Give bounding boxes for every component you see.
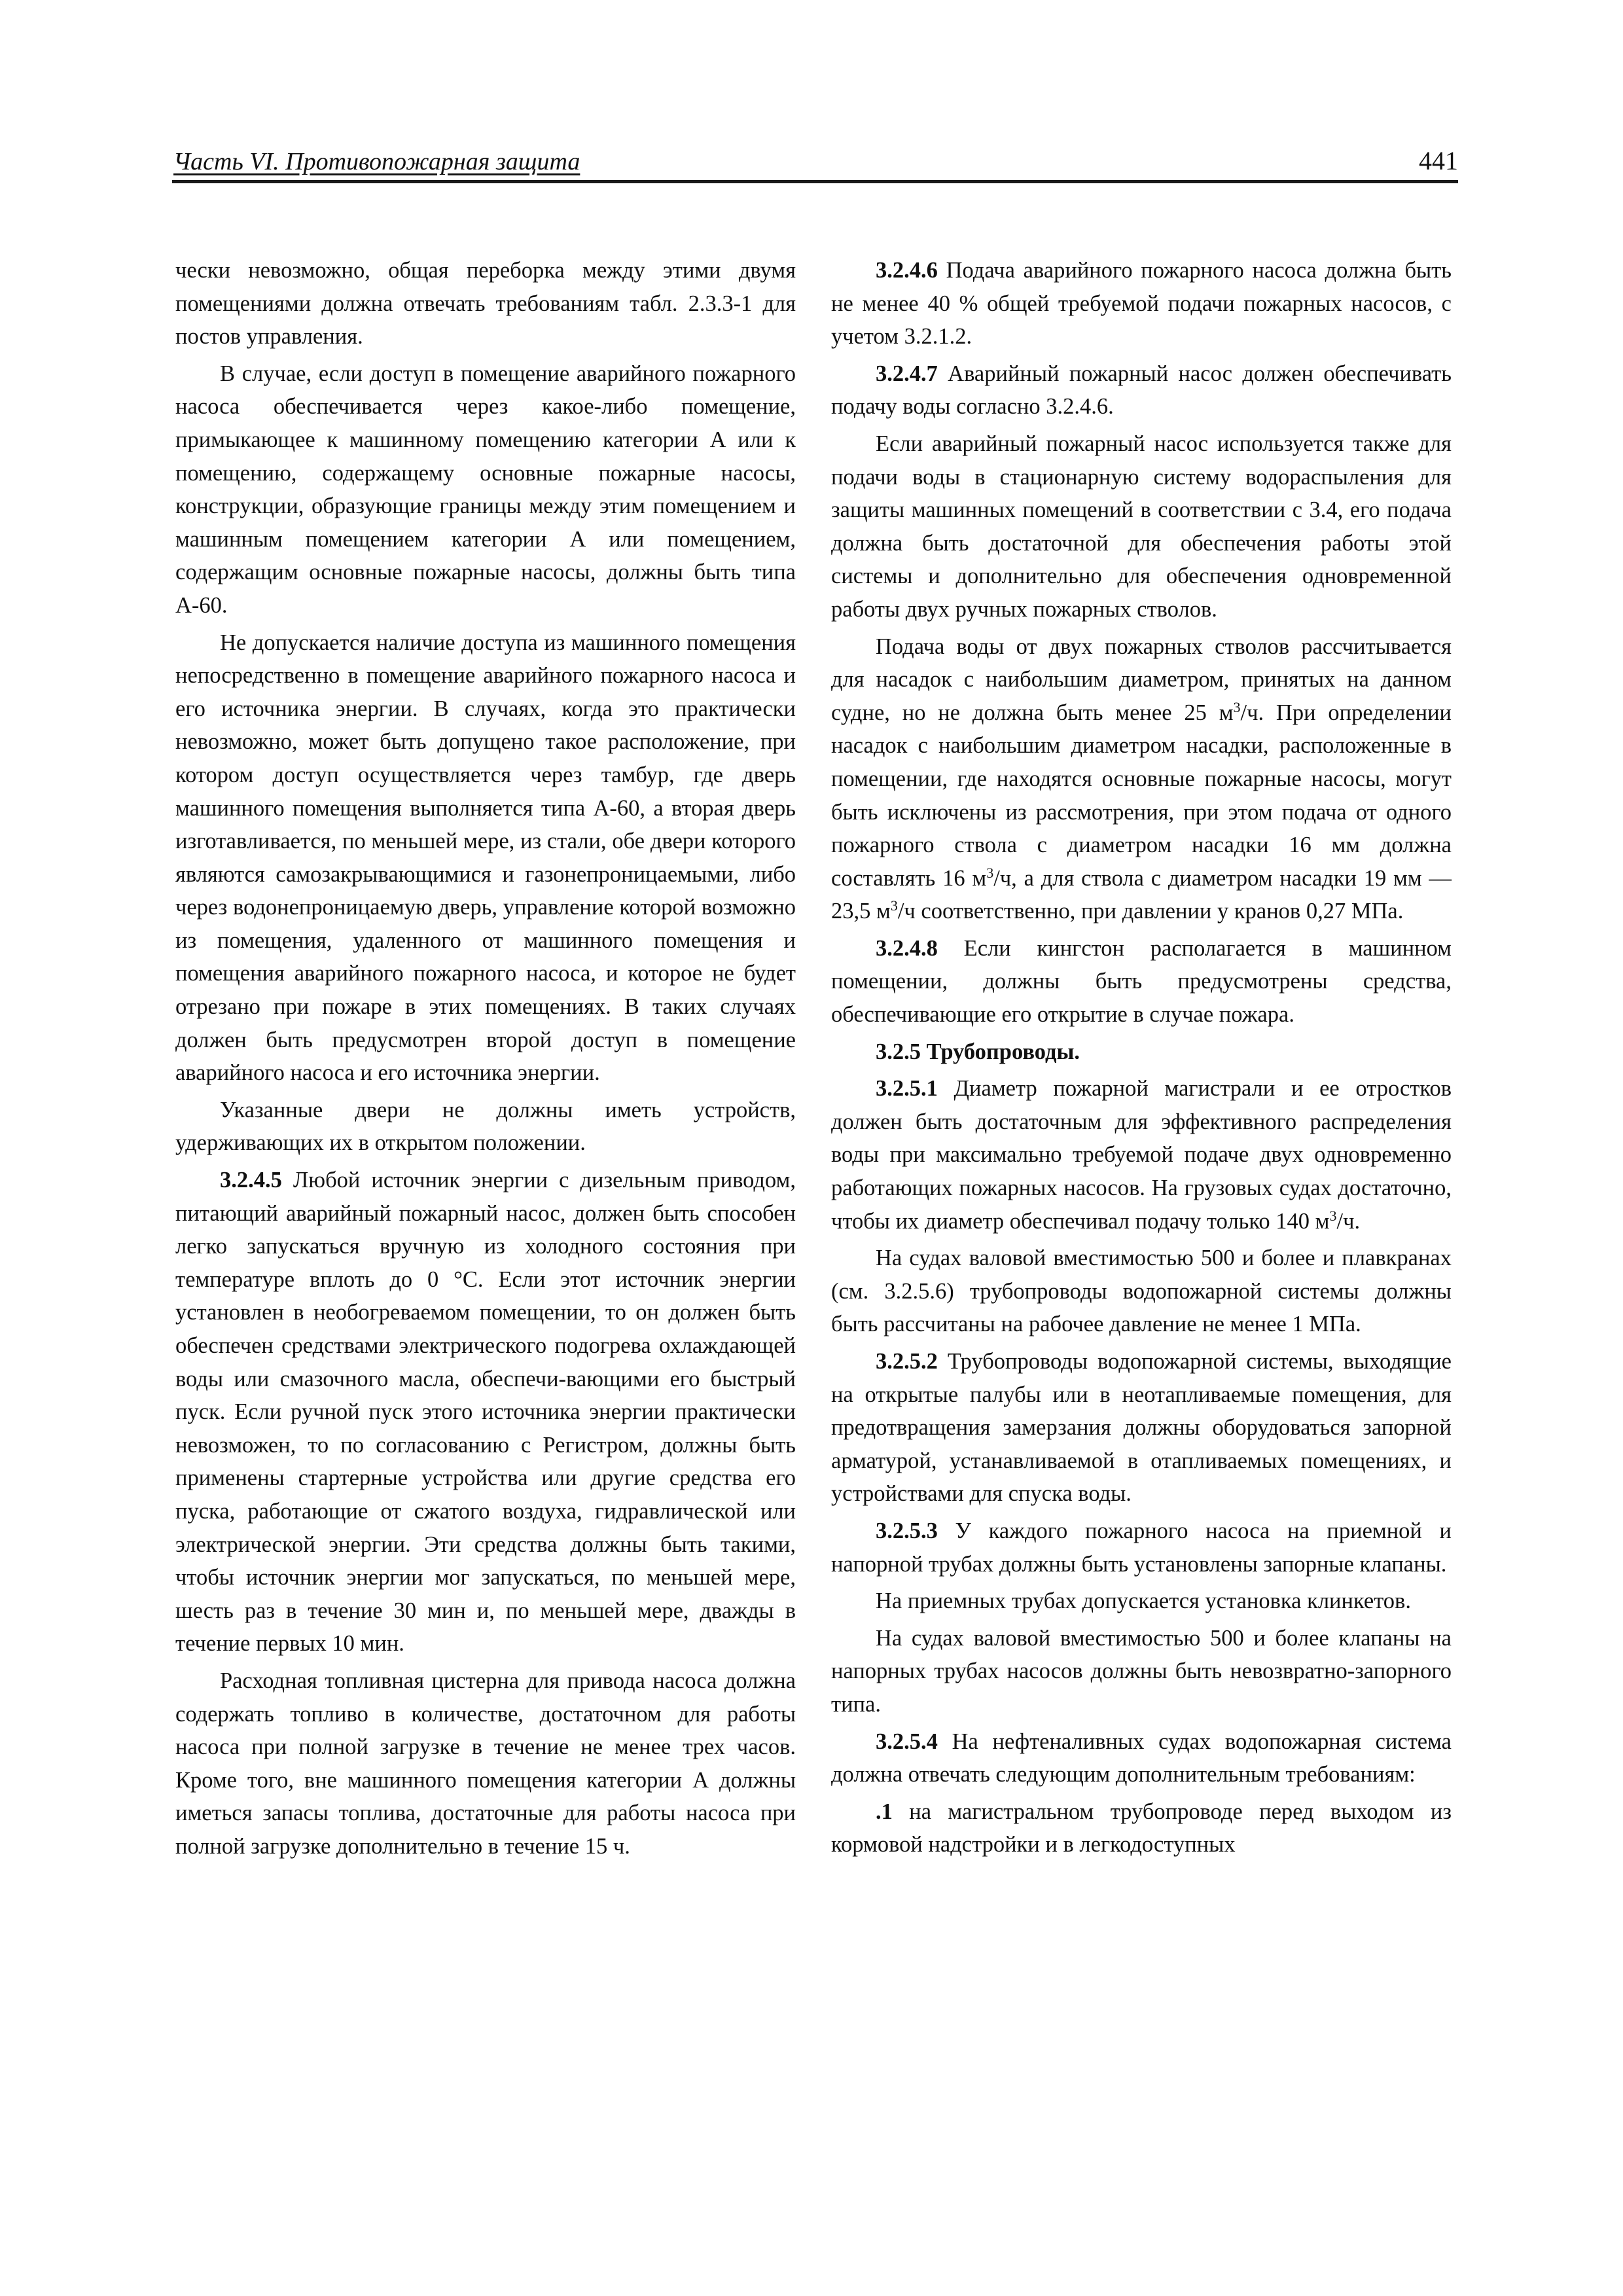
- clause-number: 3.2.5.4: [876, 1729, 938, 1754]
- paragraph: Указанные двери не должны иметь устройств, удерживающих их в открытом положении.: [175, 1097, 796, 1156]
- paragraph-3-2-5-4: 3.2.5.4 На нефтеналивных судах водопожарная система должна отвечать следующим дополнительным требованиям:: [831, 1729, 1452, 1787]
- running-header-title: Часть VI. Противопожарная защита: [173, 148, 580, 175]
- clause-number: 3.2.5.2: [876, 1349, 938, 1374]
- clause-number: 3.2.5.1: [876, 1076, 938, 1102]
- paragraph: чески невозможно, общая переборка между этими двумя помещениями должна отвечать требованиям табл. 2.3.3-1 для постов управления.: [175, 258, 796, 350]
- paragraph-3-2-5-2: 3.2.5.2 Трубопроводы водопожарной системы, выходящие на открытые палубы или в неотапливаемые помещения, для предотвращения замерзания должны оборудоваться запорной арматурой, устанавливаемой в отапливаемых помещениях, и устройствами для спуска воды.: [831, 1349, 1452, 1507]
- clause-number: 3.2.5.3: [876, 1518, 938, 1543]
- paragraph: Не допускается наличие доступа из машинного помещения непосредственно в помещение аварийного пожарного насоса и его источника энергии. В случаях, когда это практически невозможно, может быть допущено такое расположение, при котором доступ осуществляется через тамбур, где дверь машинного помещения выполняется типа А-60, а вторая дверь изготавливается, по меньшей мере, из стали, обе двери которого являются самозакрывающимися и газонепроницаемыми, либо через водонепроницаемую дверь, управление которой возможно из помещения, удаленного от машинного помещения и помещения аварийного пожарного насоса, и которое не будет отрезано при пожаре в этих помещениях. В таких случаях должен быть предусмотрен второй доступ в помещение аварийного насоса и его источника энергии.: [175, 630, 796, 1086]
- section-heading: 3.2.5 Трубопроводы.: [876, 1039, 1080, 1064]
- paragraph: Расходная топливная цистерна для привода насоса должна содержать топливо в количестве, достаточном для работы насоса при полной загрузке в течение не менее трех часов. Кроме того, вне машинного помещения категории А должны иметься запасы топлива, достаточные для работы насоса при полной загрузке дополнительно в течение 15 ч.: [175, 1668, 796, 1859]
- paragraph-3-2-4-5: 3.2.4.5 Любой источник энергии с дизельным приводом, питающий аварийный пожарный насос, должен быть способен легко запускаться вручную из холодного состояния при температуре вплоть до 0 °С. Если этот источник энергии установлен в необогреваемом помещении, то он должен быть обеспечен средствами электрического подогрева охлаждающей воды или смазочного масла, обеспечи-вающими его быстрый пуск. Если ручной пуск этого источника энергии практически невозможен, то по согласованию с Регистром, должны быть применены стартерные устройства или другие средства его пуска, работающие от сжатого воздуха, гидравлической или электрической энергии. Эти средства должны быть такими, чтобы источник энергии мог запускаться, по меньшей мере, шесть раз в течение 30 мин и, по меньшей мере, дважды в течение первых 10 мин.: [175, 1168, 796, 1657]
- left-column: [175, 254, 796, 1867]
- paragraph: На судах валовой вместимостью 500 и более клапаны на напорных трубах насосов должны быть невозвратно-запорного типа.: [831, 1625, 1452, 1717]
- paragraph: На судах валовой вместимостью 500 и более и плавкранах (см. 3.2.5.6) трубопроводы водопожарной системы должны быть рассчитаны на рабочее давление не менее 1 МПа.: [831, 1246, 1452, 1337]
- paragraph-3-2-5-3: 3.2.5.3 У каждого пожарного насоса на приемной и напорной трубах должны быть установлены запорные клапаны.: [831, 1518, 1452, 1577]
- clause-number: 3.2.4.6: [876, 258, 938, 283]
- paragraph-3-2-4-8: 3.2.4.8 Если кингстон располагается в машинном помещении, должны быть предусмотрены средства, обеспечивающие его открытие в случае пожара.: [831, 935, 1452, 1028]
- page-number: 441: [1419, 146, 1458, 175]
- clause-number: 3.2.4.8: [876, 935, 938, 961]
- paragraph: На приемных трубах допускается установка клинкетов.: [876, 1588, 1411, 1614]
- clause-number: 3.2.4.7: [876, 361, 938, 386]
- paragraph-3-2-5-1: 3.2.5.1 Диаметр пожарной магистрали и ее отростков должен быть достаточным для эффективного распределения воды при максимально требуемой подаче двух одновременно работающих пожарных насосов. На грузовых судах достаточно, чтобы их диаметр обеспечивал подачу только 140 $м^3/ч$.: [831, 1076, 1452, 1234]
- paragraph: Если аварийный пожарный насос используется также для подачи воды в стационарную систему водораспыления для защиты машинных помещений в соответствии с 3.4, его подача должна быть достаточной для обеспечения работы этой системы и дополнительно для обеспечения одновременной работы двух ручных пожарных стволов.: [831, 431, 1452, 622]
- paragraph: Подача воды от двух пожарных стволов рассчитывается для насадок с наибольшим диаметром, принятых на данном судне, но не должна быть менее 25 $м^3/ч$. При определении насадок с наибольшим диаметром насадки, расположенные в помещении, где находятся основные пожарные насосы, могут быть исключены из рассмотрения, при этом подача от одного пожарного ствола с диаметром насадки 16 мм должна составлять 16 $м^3/ч$, а для ствола с диаметром насадки 19 мм — 23,5 $м^3/ч$ соответственно, при давлении у кранов 0,27 МПа.: [831, 634, 1452, 924]
- list-number: .1: [876, 1799, 893, 1824]
- list-item-1: .1 на магистральном трубопроводе перед выходом из кормовой надстройки и в легкодоступных: [831, 1799, 1452, 1857]
- paragraph: В случае, если доступ в помещение аварийного пожарного насоса обеспечивается через какое-либо помещение, примыкающее к машинному помещению категории А или к помещению, содержащему основные пожарные насосы, конструкции, образующие границы между этим помещением и машинным помещением категории А или помещением, содержащим основные пожарные насосы, должны быть типа А-60.: [175, 361, 796, 618]
- running-header: [172, 134, 1458, 183]
- paragraph-3-2-4-6: 3.2.4.6 Подача аварийного пожарного насоса должна быть не менее 40 % общей требуемой подачи пожарных насосов, с учетом 3.2.1.2.: [831, 258, 1452, 350]
- right-column: [831, 254, 1452, 1865]
- paragraph-3-2-4-7: 3.2.4.7 Аварийный пожарный насос должен обеспечивать подачу воды согласно 3.2.4.6.: [831, 361, 1452, 420]
- clause-number: 3.2.4.5: [220, 1168, 282, 1193]
